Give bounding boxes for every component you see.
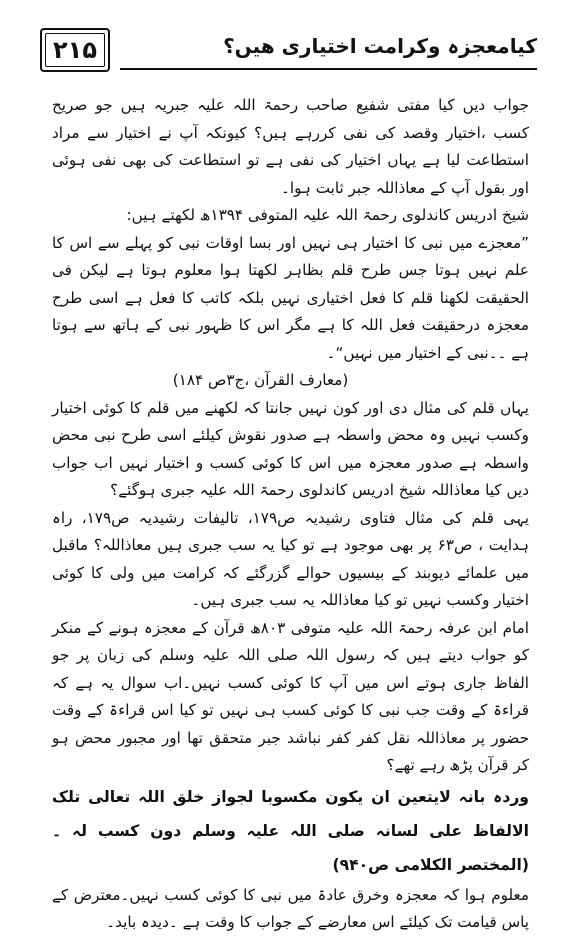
page-header <box>40 28 537 78</box>
body-text <box>52 92 529 937</box>
arabic-quotation: وردہ بانہ لایتعین ان یکون مکسوبا لجواز خلق اللہ تعالی تلک الالفاظ علی لسانہ صلی اللہ علیہ وسلم دون کسب لہ ۔(المختصر الکلامی ص۹۴۰) <box>52 787 529 874</box>
paragraph-6: یہی قلم کی مثال فتاوی رشیدیہ ص۱۷۹، تالیفات رشیدیہ ص۱۷۹، راہ ہدایت ، ص۶۳ پر بھی موجود ہے تو کیا یہ سب جبری ہیں معاذاللہ؟ ماقبل میں علمائے دیوبند کے بیسیوں حوالے گزرگئے کہ کرامت میں ولی کا کوئی اختیار وکسب نہیں تو کیا معاذاللہ یہ سب جبری ہیں۔ <box>52 508 529 609</box>
paragraph-7: امام ابن عرفہ رحمۃ اللہ علیہ متوفی ۸۰۳ھ قرآن کے معجزہ ہونے کے منکر کو جواب دیتے ہیں کہ رسول اللہ صلی اللہ علیہ وسلم کی زبان پر جو الفاظ جاری ہوتے اس میں آپ کا کوئی کسب نہیں۔اب سوال یہ ہے کہ قراءۃ کے وقت جب نبی کا کوئی کسب ہی نہیں تو کیا اس قراءۃ کے وقت حضور پر معاذاللہ نقل کفر کفر نباشد جبر متحقق تھا اور مجبور محض ہو کر قرآن پڑھ رہے تھے؟ <box>52 618 529 774</box>
paragraph-1: جواب دیں کیا مفتی شفیع صاحب رحمۃ اللہ علیہ جبریہ ہیں جو صریح کسب ،اختیار وقصد کی نفی کررہے ہیں؟ کیونکہ آپ نے اختیار سے مراد استطاعت لیا ہے یہاں اختیار کی نفی ہے تو استطاعت کی بھی نفی ہوئی اور بقول آپ کے معاذاللہ جبر ثابت ہوا۔ <box>52 96 529 197</box>
page-number: ۲۱۵ <box>40 28 110 72</box>
paragraph-9-conclusion: معلوم ہوا کہ معجزہ وخرق عادۃ میں نبی کا کوئی کسب نہیں۔معترض کے پاس قیامت تک کیلئے اس معارضے کے جواب کا وقت ہے ۔دیدہ باید۔ <box>52 885 529 931</box>
running-title: کیامعجزہ وکرامت اختیاری ھیں؟ <box>223 34 537 58</box>
paragraph-3-quote: ”معجزے میں نبی کا اختیار ہی نہیں اور بسا اوقات نبی کو پہلے سے اس کا علم نہیں ہوتا جس طرح قلم بظاہر لکھتا ہوا معلوم ہوتا ہے لیکن فی الحقیقت لکھنا قلم کا فعل اختیاری نہیں بلکہ کاتب کا فعل ہے اسی طرح معجزہ درحقیقت فعل اللہ کا ہے مگر اس کا ظہور نبی کے ہاتھ سے ہوتا ہے ۔۔نبی کے اختیار میں نہیں“۔ <box>52 233 529 362</box>
paragraph-2-heading: شیخ ادریس کاندلوی رحمۃ اللہ علیہ المتوفی ۱۳۹۴ھ لکھتے ہیں: <box>126 206 529 224</box>
header-rule <box>120 68 537 70</box>
paragraph-5: یہاں قلم کی مثال دی اور کون نہیں جانتا کہ لکھنے میں قلم کا کوئی اختیار وکسب نہیں وہ محض واسطہ ہے صدور نقوش کیلئے اسی طرح نبی محض واسطہ ہے صدور معجزہ میں اس کا کوئی کسب و اختیار نہیں اب جواب دیں کیا معاذاللہ شیخ ادریس کاندلوی رحمۃ اللہ علیہ جبری ہوگئے؟ <box>52 398 529 499</box>
quote-reference: (معارف القرآن ،ج۳ص ۱۸۴) <box>172 371 349 389</box>
